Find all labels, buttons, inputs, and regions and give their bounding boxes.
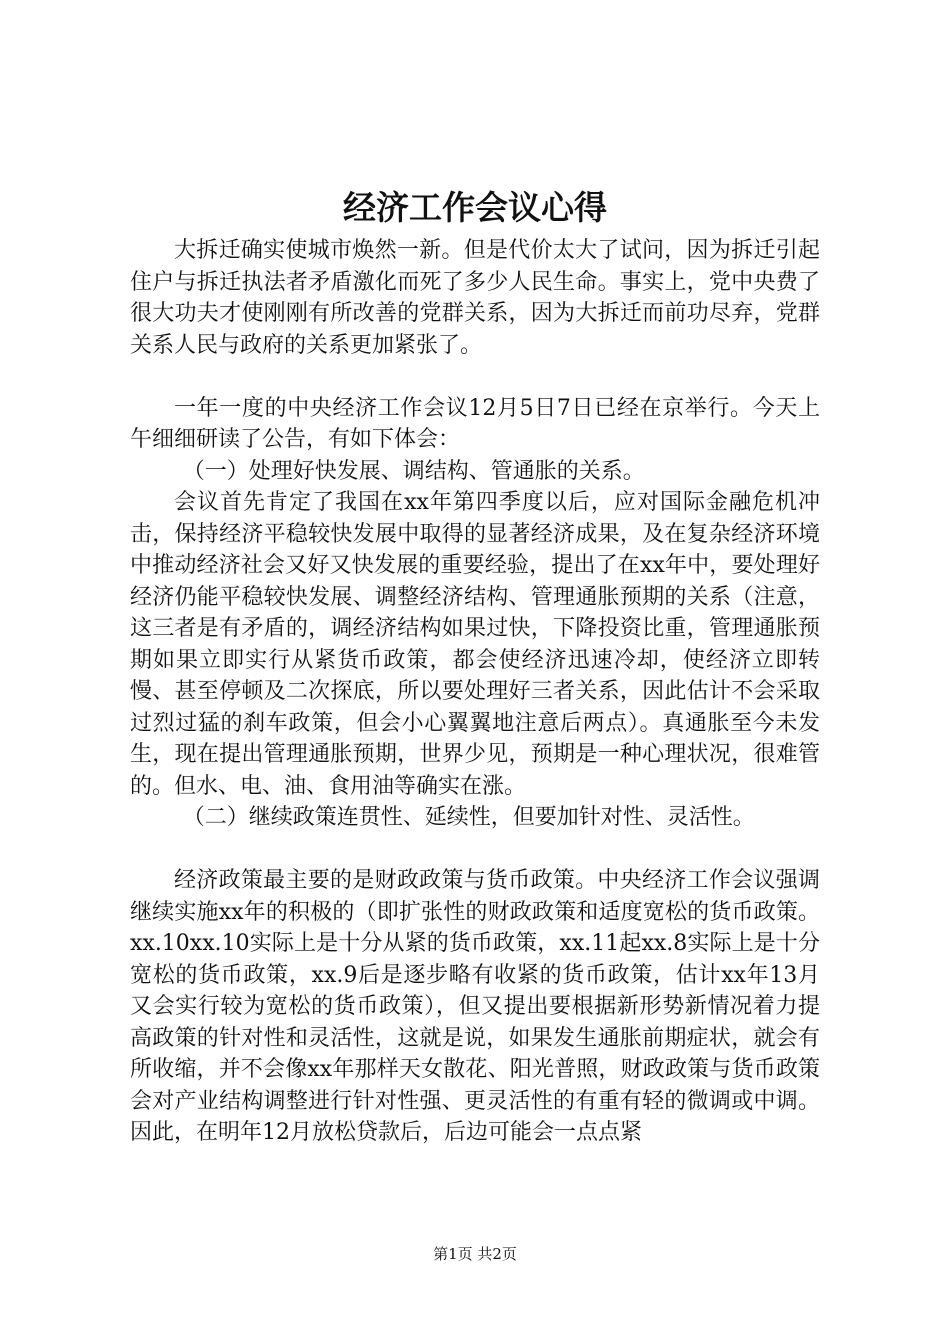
document-body [130,235,820,1149]
paragraph-meeting-intro: 一年一度的中央经济工作会议12月5日7日已经在京举行。今天上午细细研读了公告，有如下体会： [130,395,820,452]
paragraph-section-2: 经济政策最主要的是财政政策与货币政策。中央经济工作会议强调继续实施xx年的积极的（即扩张性的财政政策和适度宽松的货币政策。xx.10xx.10实际上是十分从紧的货币政策，xx.11起xx.8实际上是十分宽松的货币政策，xx.9后是逐步略有收紧的货币政策，估计xx年13月又会实行较为宽松的货币政策），但又提出要根据新形势新情况着力提高政策的针对性和灵活性，这就是说，如果发生通胀前期症状，就会有所收缩，并不会像xx年那样天女散花、阳光普照，财政政策与货币政策会对产业结构调整进行针对性强、更灵活性的有重有轻的微调或中调。因此，在明年12月放松贷款后，后边可能会一点点紧 [130,868,820,1145]
paragraph-demolition: 大拆迁确实使城市焕然一新。但是代价太大了试问，因为拆迁引起住户与拆迁执法者矛盾激化而死了多少人民生命。事实上，党中央费了很大功夫才使刚刚有所改善的党群关系，因为大拆迁而前功尽弃，党群关系人民与政府的关系更加紧张了。 [130,238,820,358]
page-number-footer: 第1页 共2页 [433,1245,517,1263]
paragraph-section-1: 会议首先肯定了我国在xx年第四季度以后，应对国际金融危机冲击，保持经济平稳较快发展中取得的显著经济成果，及在复杂经济环境中推动经济社会又好又快发展的重要经验，提出了在xx年中，要处理好经济仍能平稳较快发展、调整经济结构、管理通胀预期的关系（注意，这三者是有矛盾的，调经济结构如果过快，下降投资比重，管理通胀预期如果立即实行从紧货币政策，都会使经济迅速冷却，使经济立即转慢、甚至停顿及二次探底，所以要处理好三者关系，因此估计不会采取过烈过猛的刹车政策，但会小心翼翼地注意后两点）。真通胀至今未发生，现在提出管理通胀预期，世界少见，预期是一种心理状况，很难管的。但水、电、油、食用油等确实在涨。 [130,490,820,799]
document-title: 经济工作会议心得 [343,188,607,227]
section-heading-2: （二）继续政策连贯性、延续性，但要加针对性、灵活性。 [182,805,755,830]
section-heading-1: （一）处理好快发展、调结构、管通胀的关系。 [182,458,645,484]
